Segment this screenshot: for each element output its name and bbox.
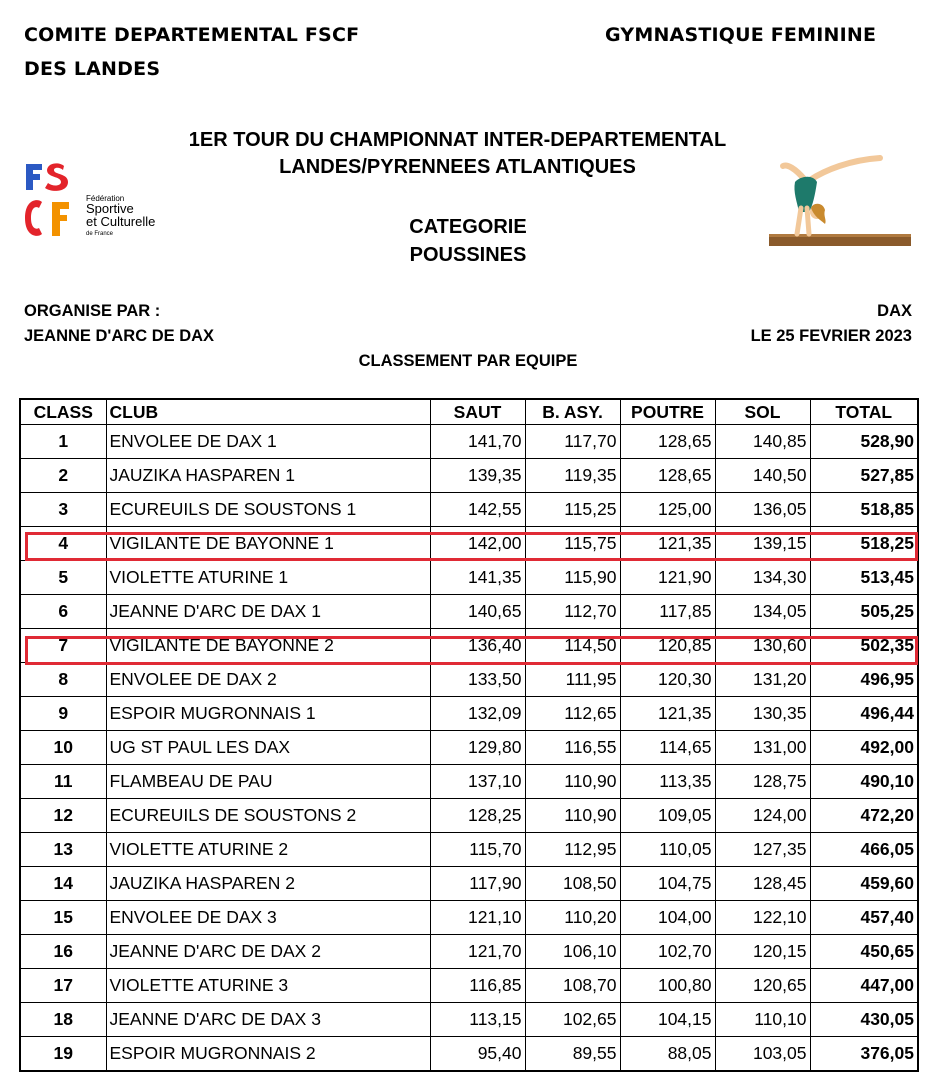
saut-cell: 128,25 <box>430 799 525 833</box>
saut-cell: 129,80 <box>430 731 525 765</box>
saut-cell: 137,10 <box>430 765 525 799</box>
basy-cell: 110,90 <box>525 765 620 799</box>
total-cell: 505,25 <box>810 595 918 629</box>
table-row <box>20 969 918 1003</box>
table-row <box>20 935 918 969</box>
sol-cell: 120,15 <box>715 935 810 969</box>
committee-title: COMITE DEPARTEMENTAL FSCF <box>24 24 360 46</box>
basy-cell: 108,70 <box>525 969 620 1003</box>
header-saut: SAUT <box>430 399 525 425</box>
table-row <box>20 1037 918 1072</box>
poutre-cell: 114,65 <box>620 731 715 765</box>
total-cell: 466,05 <box>810 833 918 867</box>
basy-cell: 106,10 <box>525 935 620 969</box>
basy-cell: 112,65 <box>525 697 620 731</box>
poutre-cell: 121,35 <box>620 527 715 561</box>
basy-cell: 110,20 <box>525 901 620 935</box>
rank-cell: 6 <box>20 595 106 629</box>
rank-cell: 16 <box>20 935 106 969</box>
discipline-title: GYMNASTIQUE FEMININE <box>605 24 877 46</box>
basy-cell: 115,75 <box>525 527 620 561</box>
logo-text-sportive: Sportive <box>86 201 134 216</box>
club-cell: ENVOLEE DE DAX 1 <box>106 425 430 459</box>
saut-cell: 95,40 <box>430 1037 525 1072</box>
basy-cell: 102,65 <box>525 1003 620 1037</box>
rank-cell: 2 <box>20 459 106 493</box>
rank-cell: 9 <box>20 697 106 731</box>
poutre-cell: 104,15 <box>620 1003 715 1037</box>
saut-cell: 136,40 <box>430 629 525 663</box>
rank-cell: 12 <box>20 799 106 833</box>
rank-cell: 1 <box>20 425 106 459</box>
club-cell: ECUREUILS DE SOUSTONS 1 <box>106 493 430 527</box>
club-cell: VIGILANTE DE BAYONNE 1 <box>106 527 430 561</box>
header-basy: B. ASY. <box>525 399 620 425</box>
total-cell: 527,85 <box>810 459 918 493</box>
club-cell: VIOLETTE ATURINE 1 <box>106 561 430 595</box>
basy-cell: 89,55 <box>525 1037 620 1072</box>
club-cell: ECUREUILS DE SOUSTONS 2 <box>106 799 430 833</box>
header-total: TOTAL <box>810 399 918 425</box>
basy-cell: 111,95 <box>525 663 620 697</box>
basy-cell: 115,25 <box>525 493 620 527</box>
category-label: CATEGORIE <box>409 216 527 238</box>
poutre-cell: 120,85 <box>620 629 715 663</box>
saut-cell: 117,90 <box>430 867 525 901</box>
sol-cell: 128,75 <box>715 765 810 799</box>
sol-cell: 136,05 <box>715 493 810 527</box>
table-row <box>20 459 918 493</box>
poutre-cell: 102,70 <box>620 935 715 969</box>
table-row <box>20 561 918 595</box>
table-row <box>20 697 918 731</box>
table-row <box>20 1003 918 1037</box>
basy-cell: 114,50 <box>525 629 620 663</box>
rank-cell: 13 <box>20 833 106 867</box>
header-class: CLASS <box>20 399 106 425</box>
table-row <box>20 799 918 833</box>
total-cell: 430,05 <box>810 1003 918 1037</box>
event-city: DAX <box>877 302 912 320</box>
rank-cell: 19 <box>20 1037 106 1072</box>
poutre-cell: 121,90 <box>620 561 715 595</box>
saut-cell: 116,85 <box>430 969 525 1003</box>
rank-cell: 14 <box>20 867 106 901</box>
poutre-cell: 100,80 <box>620 969 715 1003</box>
basy-cell: 110,90 <box>525 799 620 833</box>
saut-cell: 115,70 <box>430 833 525 867</box>
club-cell: JAUZIKA HASPAREN 1 <box>106 459 430 493</box>
rank-cell: 15 <box>20 901 106 935</box>
poutre-cell: 121,35 <box>620 697 715 731</box>
poutre-cell: 104,00 <box>620 901 715 935</box>
sol-cell: 128,45 <box>715 867 810 901</box>
club-cell: JAUZIKA HASPAREN 2 <box>106 867 430 901</box>
saut-cell: 139,35 <box>430 459 525 493</box>
total-cell: 496,95 <box>810 663 918 697</box>
logo-text-france: de France <box>86 231 114 237</box>
poutre-cell: 88,05 <box>620 1037 715 1072</box>
club-cell: ENVOLEE DE DAX 2 <box>106 663 430 697</box>
club-cell: VIGILANTE DE BAYONNE 2 <box>106 629 430 663</box>
rank-cell: 8 <box>20 663 106 697</box>
basy-cell: 119,35 <box>525 459 620 493</box>
results-table <box>19 398 919 1072</box>
total-cell: 518,85 <box>810 493 918 527</box>
poutre-cell: 104,75 <box>620 867 715 901</box>
club-cell: FLAMBEAU DE PAU <box>106 765 430 799</box>
header-sol: SOL <box>715 399 810 425</box>
saut-cell: 133,50 <box>430 663 525 697</box>
poutre-cell: 125,00 <box>620 493 715 527</box>
sol-cell: 131,20 <box>715 663 810 697</box>
total-cell: 447,00 <box>810 969 918 1003</box>
rank-cell: 18 <box>20 1003 106 1037</box>
saut-cell: 141,35 <box>430 561 525 595</box>
table-row <box>20 731 918 765</box>
committee-subtitle: DES LANDES <box>24 58 161 80</box>
ranking-title: CLASSEMENT PAR EQUIPE <box>358 352 578 370</box>
poutre-cell: 109,05 <box>620 799 715 833</box>
table-row <box>20 527 918 561</box>
saut-cell: 141,70 <box>430 425 525 459</box>
club-cell: VIOLETTE ATURINE 3 <box>106 969 430 1003</box>
sol-cell: 124,00 <box>715 799 810 833</box>
saut-cell: 140,65 <box>430 595 525 629</box>
sol-cell: 122,10 <box>715 901 810 935</box>
club-cell: ENVOLEE DE DAX 3 <box>106 901 430 935</box>
total-cell: 518,25 <box>810 527 918 561</box>
basy-cell: 108,50 <box>525 867 620 901</box>
total-cell: 459,60 <box>810 867 918 901</box>
saut-cell: 142,55 <box>430 493 525 527</box>
championship-subtitle: LANDES/PYRENNEES ATLANTIQUES <box>279 156 636 178</box>
sol-cell: 140,85 <box>715 425 810 459</box>
organised-by-label: ORGANISE PAR : <box>24 302 161 320</box>
sol-cell: 127,35 <box>715 833 810 867</box>
table-row <box>20 595 918 629</box>
basy-cell: 117,70 <box>525 425 620 459</box>
sol-cell: 110,10 <box>715 1003 810 1037</box>
logo-text-federation: Fédération <box>86 194 125 203</box>
saut-cell: 132,09 <box>430 697 525 731</box>
header-poutre: POUTRE <box>620 399 715 425</box>
rank-cell: 4 <box>20 527 106 561</box>
basy-cell: 115,90 <box>525 561 620 595</box>
header-club: CLUB <box>106 399 430 425</box>
total-cell: 490,10 <box>810 765 918 799</box>
total-cell: 502,35 <box>810 629 918 663</box>
total-cell: 450,65 <box>810 935 918 969</box>
sol-cell: 131,00 <box>715 731 810 765</box>
basy-cell: 112,70 <box>525 595 620 629</box>
basy-cell: 116,55 <box>525 731 620 765</box>
logo-text-culturelle: et Culturelle <box>86 214 156 229</box>
table-row <box>20 629 918 663</box>
rank-cell: 17 <box>20 969 106 1003</box>
club-cell: JEANNE D'ARC DE DAX 2 <box>106 935 430 969</box>
organiser-name: JEANNE D'ARC DE DAX <box>24 327 215 345</box>
total-cell: 513,45 <box>810 561 918 595</box>
table-row <box>20 765 918 799</box>
saut-cell: 142,00 <box>430 527 525 561</box>
saut-cell: 121,70 <box>430 935 525 969</box>
poutre-cell: 113,35 <box>620 765 715 799</box>
sol-cell: 103,05 <box>715 1037 810 1072</box>
table-header-row <box>20 399 918 425</box>
club-cell: ESPOIR MUGRONNAIS 1 <box>106 697 430 731</box>
club-cell: JEANNE D'ARC DE DAX 3 <box>106 1003 430 1037</box>
club-cell: VIOLETTE ATURINE 2 <box>106 833 430 867</box>
table-row <box>20 833 918 867</box>
total-cell: 496,44 <box>810 697 918 731</box>
sol-cell: 139,15 <box>715 527 810 561</box>
gymnast-illustration <box>765 150 915 250</box>
table-row <box>20 425 918 459</box>
sol-cell: 120,65 <box>715 969 810 1003</box>
sol-cell: 130,60 <box>715 629 810 663</box>
total-cell: 492,00 <box>810 731 918 765</box>
rank-cell: 5 <box>20 561 106 595</box>
poutre-cell: 117,85 <box>620 595 715 629</box>
rank-cell: 7 <box>20 629 106 663</box>
sol-cell: 140,50 <box>715 459 810 493</box>
category-value: POUSSINES <box>409 244 527 266</box>
championship-title: 1ER TOUR DU CHAMPIONNAT INTER-DEPARTEMENTAL <box>188 129 727 151</box>
saut-cell: 113,15 <box>430 1003 525 1037</box>
poutre-cell: 128,65 <box>620 459 715 493</box>
club-cell: JEANNE D'ARC DE DAX 1 <box>106 595 430 629</box>
table-row <box>20 663 918 697</box>
table-row <box>20 867 918 901</box>
total-cell: 472,20 <box>810 799 918 833</box>
rank-cell: 10 <box>20 731 106 765</box>
total-cell: 528,90 <box>810 425 918 459</box>
club-cell: UG ST PAUL LES DAX <box>106 731 430 765</box>
sol-cell: 134,05 <box>715 595 810 629</box>
poutre-cell: 120,30 <box>620 663 715 697</box>
saut-cell: 121,10 <box>430 901 525 935</box>
total-cell: 457,40 <box>810 901 918 935</box>
total-cell: 376,05 <box>810 1037 918 1072</box>
fscf-logo <box>22 160 182 242</box>
sol-cell: 134,30 <box>715 561 810 595</box>
event-date: LE 25 FEVRIER 2023 <box>750 327 912 345</box>
sol-cell: 130,35 <box>715 697 810 731</box>
basy-cell: 112,95 <box>525 833 620 867</box>
table-row <box>20 901 918 935</box>
table-row <box>20 493 918 527</box>
rank-cell: 3 <box>20 493 106 527</box>
club-cell: ESPOIR MUGRONNAIS 2 <box>106 1037 430 1072</box>
poutre-cell: 128,65 <box>620 425 715 459</box>
poutre-cell: 110,05 <box>620 833 715 867</box>
rank-cell: 11 <box>20 765 106 799</box>
